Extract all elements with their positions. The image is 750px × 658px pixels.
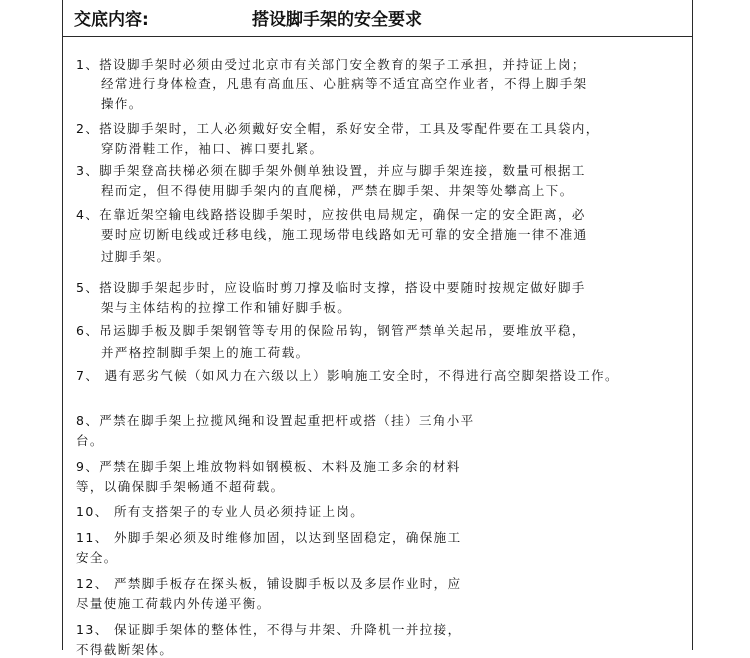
requirement-1-line-2: 经常进行身体检查，凡患有高血压、心脏病等不适宜高空作业者，不得上脚手架 [101, 76, 588, 91]
requirement-1-line-1: 1、搭设脚手架时必须由受过北京市有关部门安全教育的架子工承担，并持证上岗； [76, 57, 586, 72]
requirement-6-line-1: 6、吊运脚手板及脚手架钢管等专用的保险吊钩，钢管严禁单关起吊，要堆放平稳， [76, 323, 586, 338]
requirement-3-line-1: 3、脚手架登高扶梯必须在脚手架外侧单独设置，并应与脚手架连接，数量可根据工 [76, 163, 586, 178]
requirement-4-line-1: 4、在靠近架空输电线路搭设脚手架时，应按供电局规定，确保一定的安全距离，必 [76, 207, 586, 222]
requirement-4-line-3: 过脚手架。 [101, 249, 171, 264]
requirement-2-line-2: 穿防滑鞋工作，袖口、裤口要扎紧。 [101, 141, 324, 156]
requirement-4-line-2: 要时应切断电线或迁移电线，施工现场带电线路如无可靠的安全措施一律不准通 [101, 227, 588, 242]
requirement-1-line-3: 操作。 [101, 96, 143, 111]
table-right-border [692, 0, 693, 650]
requirement-11-line-2: 安全。 [76, 550, 118, 565]
requirement-13-line-1: 13、 保证脚手架体的整体性，不得与井架、升降机一并拉接， [76, 622, 462, 637]
header-label: 交底内容: [74, 10, 149, 30]
header-divider [62, 36, 693, 37]
requirement-7-line-1: 7、 遇有恶劣气候（如风力在六级以上）影响施工安全时，不得进行高空脚架搭设工作。 [76, 368, 619, 383]
requirement-13-line-2: 不得截断架体。 [76, 642, 174, 657]
requirement-8-line-1: 8、严禁在脚手架上拉揽风绳和设置起重把杆或搭（挂）三角小平 [76, 413, 475, 428]
requirement-12-line-1: 12、 严禁脚手板存在探头板，铺设脚手板以及多层作业时，应 [76, 576, 462, 591]
table-left-border [62, 0, 63, 650]
page-title: 搭设脚手架的安全要求 [252, 10, 422, 30]
requirement-11-line-1: 11、 外脚手架必须及时维修加固，以达到坚固稳定，确保施工 [76, 530, 462, 545]
requirement-8-line-2: 台。 [76, 433, 104, 448]
requirement-12-line-2: 尽量使施工荷载内外传递平衡。 [76, 596, 271, 611]
requirement-9-line-2: 等，以确保脚手架畅通不超荷载。 [76, 479, 285, 494]
requirement-5-line-2: 架与主体结构的拉撑工作和铺好脚手板。 [101, 300, 352, 315]
requirement-9-line-1: 9、严禁在脚手架上堆放物料如钢模板、木料及施工多余的材料 [76, 459, 461, 474]
header-row [74, 5, 422, 30]
requirement-3-line-2: 程而定，但不得使用脚手架内的直爬梯，严禁在脚手架、井架等处攀高上下。 [101, 183, 574, 198]
requirement-5-line-1: 5、搭设脚手架起步时，应设临时剪刀撑及临时支撑，搭设中要随时按规定做好脚手 [76, 280, 586, 295]
requirement-10-line-1: 10、 所有支搭架子的专业人员必须持证上岗。 [76, 504, 365, 519]
requirement-6-line-2: 并严格控制脚手架上的施工荷载。 [101, 345, 310, 360]
requirement-2-line-1: 2、搭设脚手架时，工人必须戴好安全帽，系好安全带，工具及零配件要在工具袋内， [76, 121, 600, 136]
